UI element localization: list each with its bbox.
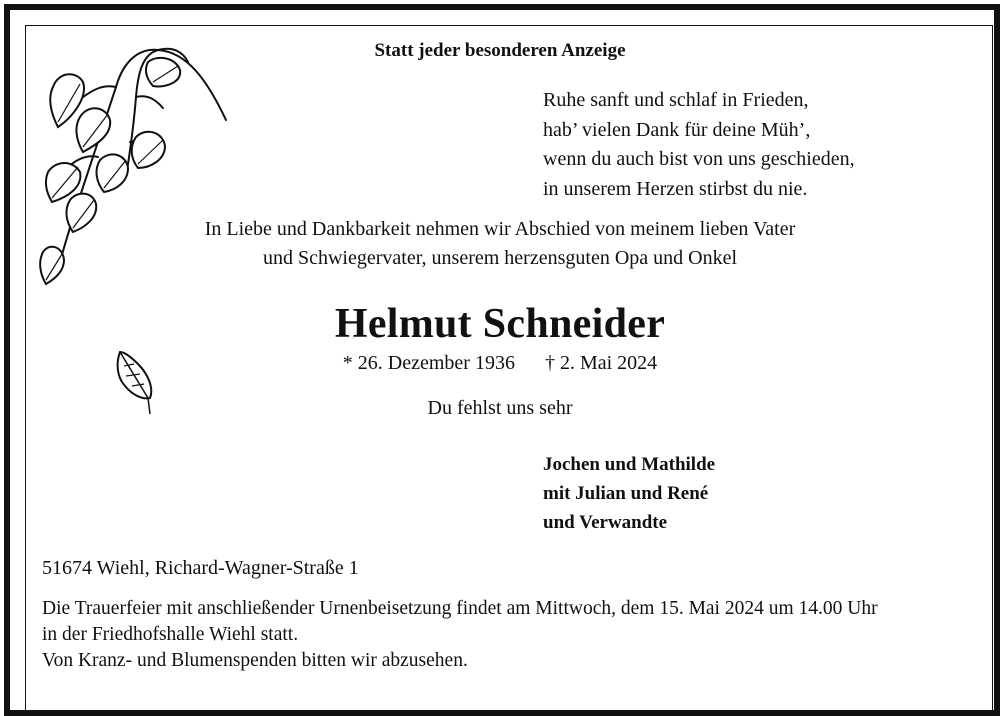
- info-line: Von Kranz- und Blumenspenden bitten wir abzusehen.: [42, 650, 468, 671]
- farewell-text: [0, 215, 1000, 273]
- farewell-line: und Schwiegervater, unserem herzensguten Opa und Onkel: [262, 247, 738, 269]
- deceased-name: Helmut Schneider: [334, 301, 666, 347]
- funeral-info: [42, 596, 878, 674]
- notice-heading: Statt jeder besonderen Anzeige: [374, 40, 626, 61]
- miss-you-text: Du fehlst uns sehr: [427, 397, 573, 419]
- family-line: mit Julian und René: [543, 483, 709, 504]
- family-signature: [543, 450, 715, 508]
- poem-line: hab’ vielen Dank für deine Müh’,: [543, 118, 811, 141]
- life-dates: [0, 352, 1000, 375]
- poem-line: in unserem Herzen stirbst du nie.: [543, 177, 808, 200]
- poem-line: Ruhe sanft und schlaf in Frieden,: [543, 89, 809, 111]
- info-line: Die Trauerfeier mit anschließender Urnenbeisetzung findet am Mittwoch, dem 15. Mai 2024 um 14.00 Uhr: [42, 598, 878, 619]
- family-line: Jochen und Mathilde: [543, 454, 716, 475]
- farewell-line: In Liebe und Dankbarkeit nehmen wir Abschied von meinem lieben Vater: [204, 218, 796, 240]
- poem-line: wenn du auch bist von uns geschieden,: [543, 148, 855, 170]
- relatives-signature: und Verwandte: [543, 512, 668, 533]
- poem: [543, 86, 855, 204]
- birth-date: * 26. Dezember 1936: [342, 352, 515, 374]
- address: 51674 Wiehl, Richard-Wagner-Straße 1: [42, 557, 359, 579]
- death-date: † 2. Mai 2024: [544, 352, 658, 374]
- info-line: in der Friedhofshalle Wiehl statt.: [42, 624, 299, 645]
